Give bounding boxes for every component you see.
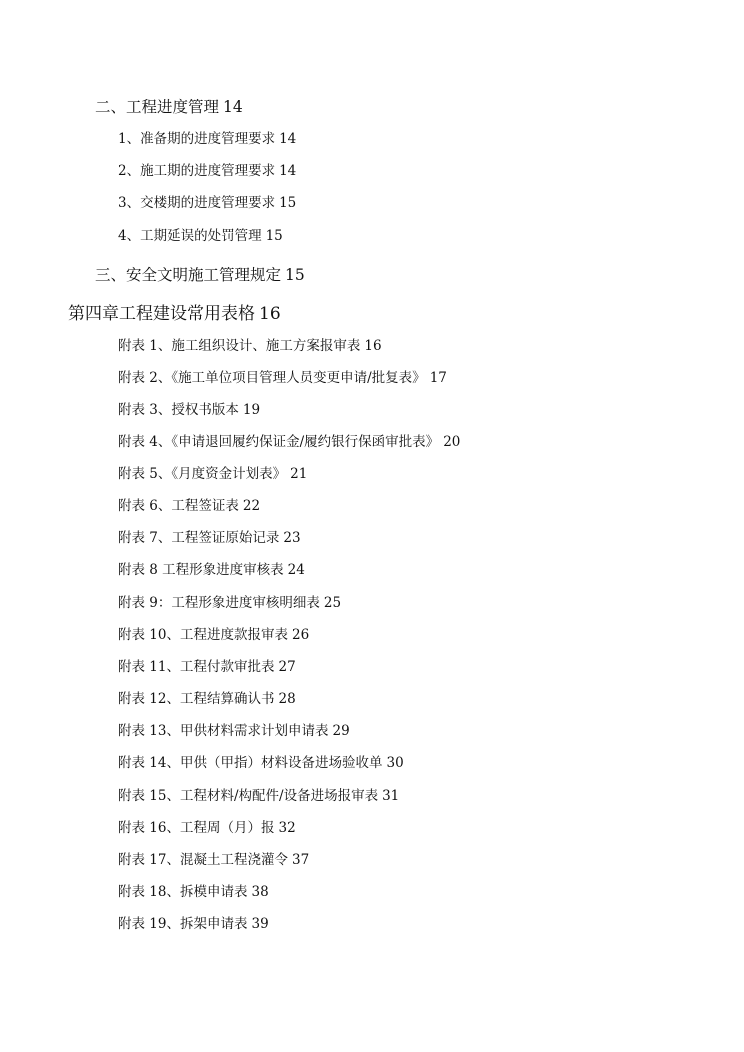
toc-entry-page: 21 bbox=[290, 466, 308, 482]
toc-entry-title: 附表 6、工程签证表 bbox=[118, 498, 239, 514]
toc-entry bbox=[118, 197, 296, 211]
toc-entry-page: 32 bbox=[278, 820, 296, 836]
toc-entry bbox=[118, 757, 404, 771]
toc-entry-page: 14 bbox=[279, 131, 297, 147]
toc-entry-page: 25 bbox=[323, 595, 342, 611]
toc-entry-page: 30 bbox=[386, 755, 404, 771]
toc-entry-page: 26 bbox=[291, 627, 310, 643]
toc-entry bbox=[118, 468, 307, 482]
toc-entry-title: 附表 3、授权书版本 bbox=[118, 402, 239, 418]
toc-entry-title: 2、施工期的进度管理要求 bbox=[118, 163, 276, 179]
toc-entry-page: 16 bbox=[364, 338, 382, 354]
toc-entry-title: 附表 15、工程材料/构配件/设备进场报审表 bbox=[118, 788, 379, 804]
toc-entry-title: 1、准备期的进度管理要求 bbox=[118, 131, 276, 147]
toc-entry-title: 附表 19、拆架申请表 bbox=[118, 916, 248, 932]
toc-entry-title: 附表 4、《申请退回履约保证金/履约银行保函审批表》 bbox=[118, 434, 440, 450]
toc-entry bbox=[68, 306, 281, 323]
toc-entry-title: 二、工程进度管理 bbox=[95, 98, 220, 116]
toc-entry-page: 15 bbox=[285, 266, 305, 284]
toc-entry-title: 附表 5、《月度资金计划表》 bbox=[118, 466, 287, 482]
toc-entry-title: 4、工期延误的处罚管理 bbox=[118, 228, 262, 244]
toc-entry-page: 20 bbox=[443, 434, 461, 450]
toc-entry-title: 附表 10、工程进度款报审表 bbox=[118, 627, 288, 643]
toc-entry bbox=[118, 854, 309, 868]
toc-entry bbox=[118, 822, 296, 836]
toc-entry bbox=[118, 629, 309, 643]
toc-entry bbox=[118, 404, 260, 418]
toc-entry-page: 17 bbox=[429, 370, 447, 386]
toc-entry-title: 附表 14、甲供（甲指）材料设备进场验收单 bbox=[118, 755, 383, 771]
toc-entry bbox=[118, 661, 296, 675]
toc-entry-page: 29 bbox=[332, 723, 350, 739]
toc-entry bbox=[118, 725, 350, 739]
toc-entry-title: 附表 11、工程付款审批表 bbox=[118, 659, 275, 675]
toc-entry bbox=[118, 918, 269, 932]
toc-entry-title: 附表 9：工程形象进度审核明细表 bbox=[118, 595, 320, 611]
toc-entry bbox=[118, 532, 301, 546]
toc-entry-title: 附表 7、工程签证原始记录 bbox=[118, 530, 280, 546]
toc-entry-page: 39 bbox=[251, 916, 269, 932]
toc-entry bbox=[95, 100, 243, 116]
toc-entry-page: 14 bbox=[279, 163, 297, 179]
toc-entry-title: 附表 13、甲供材料需求计划申请表 bbox=[118, 723, 329, 739]
toc-entry bbox=[118, 133, 296, 147]
toc-entry bbox=[118, 886, 269, 900]
toc-entry bbox=[118, 372, 447, 386]
toc-entry-page: 24 bbox=[287, 562, 305, 578]
toc-entry-page: 15 bbox=[279, 195, 297, 211]
toc-entry-title: 附表 8 工程形象进度审核表 bbox=[118, 562, 284, 578]
toc-entry-page: 28 bbox=[278, 691, 296, 707]
toc-entry bbox=[118, 436, 460, 450]
toc-entry-page: 22 bbox=[242, 498, 261, 514]
toc-entry bbox=[118, 340, 382, 354]
toc-entry-title: 附表 2、《施工单位项目管理人员变更申请/批复表》 bbox=[118, 370, 426, 386]
toc-entry-page: 16 bbox=[259, 304, 281, 324]
toc-entry-page: 38 bbox=[251, 884, 269, 900]
toc-entry bbox=[118, 693, 296, 707]
toc-entry-title: 附表 16、工程周（月）报 bbox=[118, 820, 275, 836]
toc-entry-page: 27 bbox=[278, 659, 296, 675]
toc-entry-title: 附表 12、工程结算确认书 bbox=[118, 691, 275, 707]
toc-entry-page: 37 bbox=[291, 852, 310, 868]
toc-entry bbox=[118, 564, 305, 578]
toc-entry bbox=[118, 500, 260, 514]
toc-entry-title: 附表 18、拆模申请表 bbox=[118, 884, 248, 900]
toc-entry-title: 附表 17、混凝土工程浇灌令 bbox=[118, 852, 288, 868]
toc-entry-title: 3、交楼期的进度管理要求 bbox=[118, 195, 276, 211]
toc-entry-title: 附表 1、施工组织设计、施工方案报审表 bbox=[118, 338, 361, 354]
toc-entry bbox=[95, 268, 305, 284]
toc-entry-page: 31 bbox=[382, 788, 400, 804]
toc-entry-page: 15 bbox=[265, 228, 283, 244]
toc-entry-page: 19 bbox=[242, 402, 261, 418]
toc-entry bbox=[118, 165, 296, 179]
toc-entry-page: 23 bbox=[283, 530, 301, 546]
toc-entry bbox=[118, 597, 341, 611]
toc-entry-title: 三、安全文明施工管理规定 bbox=[95, 266, 282, 284]
toc-entry bbox=[118, 790, 399, 804]
toc-entry-title: 第四章工程建设常用表格 bbox=[68, 304, 255, 324]
toc-entry bbox=[118, 230, 283, 244]
toc-entry-page: 14 bbox=[223, 98, 243, 116]
